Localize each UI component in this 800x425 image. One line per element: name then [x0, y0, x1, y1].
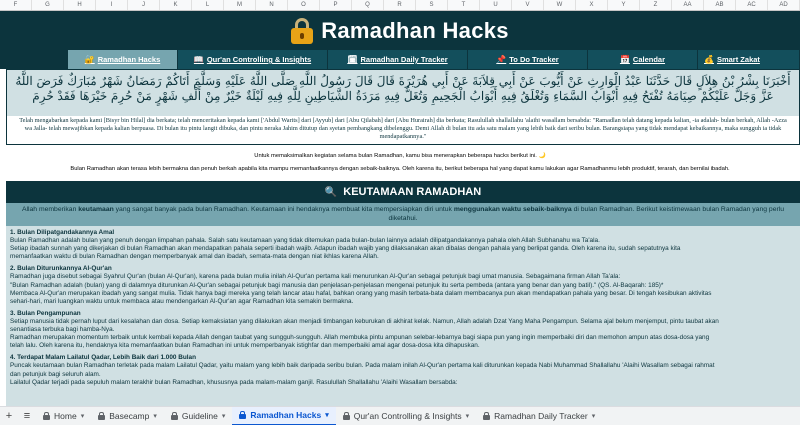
chevron-down-icon[interactable]: ▾: [221, 413, 226, 420]
lock-icon: [239, 411, 246, 419]
nav-link-smart-zakat[interactable]: [698, 50, 800, 69]
column-header[interactable]: S: [416, 0, 448, 10]
column-header[interactable]: F: [0, 0, 32, 10]
chevron-down-icon[interactable]: ▾: [80, 413, 85, 420]
column-header[interactable]: AD: [768, 0, 800, 10]
top-nav: [0, 50, 800, 69]
paragraph-line: Bulan Ramadhan adalah bulan yang penuh dengan limpahan pahala. Salah satu keutamaan yang tidak ditemukan pada bulan-bulan lainnya adalah dilipatgandakannya pahala oleh Allah Subhanahu wa Ta'ala.: [10, 237, 600, 245]
column-header[interactable]: I: [96, 0, 128, 10]
column-header[interactable]: U: [480, 0, 512, 10]
nav-link-label: Smart Zakat: [716, 55, 760, 64]
paragraph-line: telah lalu. Oleh karena itu, hendaknya kita memanfaatkan bulan Ramadhan ini untuk memperbanyak istighfar dan memperbaiki amal agar dosa-dosa kita dihapuskan.: [10, 342, 480, 350]
page-title: Ramadhan Hacks: [321, 17, 509, 43]
nav-spacer: [0, 50, 68, 69]
chevron-down-icon[interactable]: ▾: [591, 413, 596, 420]
sheet-tab-bar: [0, 406, 800, 425]
nav-link-todo-tracker[interactable]: [468, 50, 588, 69]
subsection-heading: 2. Bulan Diturunkannya Al-Qur'an: [10, 265, 112, 273]
sheet-tab-label: Ramadhan Daily Tracker: [494, 411, 588, 421]
column-header[interactable]: K: [160, 0, 192, 10]
paragraph-line: memanfaatkan waktu di bulan Ramadhan dengan memperbanyak amal dan ibadah, semata-mata dengan niat ikhlas karena Allah.: [10, 253, 379, 261]
paragraph-line: Puncak keutamaan bulan Ramadhan terletak pada malam Lailatul Qadar, yaitu malam yang lebih baik daripada seribu bulan. Pada malam inilah Al-Qur'an pertama kali diturunkan kepada Nabi Muhammad Shallallahu 'Alaihi Wasallam sebagai rahmat: [10, 362, 715, 370]
column-header[interactable]: AC: [736, 0, 768, 10]
lock-icon: [43, 412, 50, 420]
section-body: [6, 226, 800, 408]
paragraph-line: dan petunjuk bagi seluruh alam.: [10, 370, 101, 378]
column-header[interactable]: H: [64, 0, 96, 10]
column-header[interactable]: Z: [640, 0, 672, 10]
column-header[interactable]: AA: [672, 0, 704, 10]
sheet-tab-quran-controlling[interactable]: [336, 407, 476, 425]
all-sheets-button[interactable]: ≡: [23, 410, 31, 422]
sheet-tab-label: Qur'an Controlling & Insights: [353, 411, 462, 421]
paragraph-line: Lailatul Qadar terjadi pada sepuluh malam terakhir bulan Ramadhan, khususnya pada malam-malam ganjil. Rasulullah Shallallahu 'Alaihi Wasallam bersabda:: [10, 378, 458, 386]
lock-icon: [171, 412, 178, 420]
sheet-tab-guideline[interactable]: [164, 407, 232, 425]
sheet-tab-label: Home: [54, 411, 77, 421]
column-header[interactable]: P: [320, 0, 352, 10]
sheet-tab-home[interactable]: [36, 407, 91, 425]
nav-link-label: Ramadhan Hacks: [97, 55, 161, 64]
section-intro: [6, 203, 800, 226]
column-header[interactable]: Y: [608, 0, 640, 10]
paragraph-line: Membaca Al-Qur'an merupakan ibadah yang sangat mulia. Tidak hanya bagi mereka yang telah lancar atau hafal, bahkan orang yang masih terbata-bata dalam membacanya pun akan mendapatkan pahala yang besar. Di tengah kesibukan aktivitas: [10, 289, 712, 297]
nav-link-calendar[interactable]: [588, 50, 698, 69]
paragraph-line: Setiap ibadah sunnah yang dikerjakan di bulan Ramadhan akan mendapatkan pahala seperti ibadah wajib. Adapun ibadah wajib yang dilaksanakan akan dibalas dengan pahala yang berlipat ganda. Oleh karena itu, sudah sepatutnya kita: [10, 245, 681, 253]
nav-link-label: Ramadhan Daily Tracker: [360, 55, 448, 64]
nav-link-ramadhan-hacks[interactable]: [68, 50, 178, 69]
magnifier-icon: 🔍: [324, 186, 338, 198]
column-header[interactable]: O: [288, 0, 320, 10]
subsection-heading: 4. Terdapat Malam Lailatul Qadar, Lebih Baik dari 1.000 Bulan: [10, 354, 196, 362]
paragraph-line: "Bulan Ramadhan adalah (bulan) yang di dalamnya diturunkan Al-Qur'an sebagai petunjuk bagi manusia dan penjelasan-penjelasan mengenai petunjuk itu serta pembeda (antara yang benar dan yang batil)." (QS. Al-Baqarah: 185)*: [10, 281, 664, 289]
calendar-icon: 📅: [619, 55, 630, 64]
sheet-tab-daily-tracker[interactable]: [476, 407, 602, 425]
intro-emphasis: keutamaan: [78, 206, 114, 213]
column-header[interactable]: L: [192, 0, 224, 10]
lock-icon: [343, 412, 350, 420]
subsection-heading: 1. Bulan Dilipatgandakannya Amal: [10, 229, 115, 236]
hadith-arabic: أَخْبَرَنَا بِشْرُ بْنُ هِلاَلٍ قَالَ حَدَّثَنَا عَبْدُ الْوَارِثِ عَنْ أَيُّوبَ عَنْ أَبِي قِلاَبَةَ عَنْ أَبِي هُرَيْرَةَ قَالَ قَالَ رَسُولُ اللَّهِ صَلَّى اللَّهُ عَلَيْهِ وَسَلَّمَ أَتَاكُمْ رَمَضَانُ شَهْرٌ مُبَارَكٌ فَرَضَ اللَّهُ عَزَّ وَجَلَّ عَلَيْكُمْ صِيَامَهُ تُفْتَحُ فِيهِ أَبْوَابُ السَّمَاءِ وَتُغْلَقُ فِيهِ أَبْوَابُ الْجَحِيمِ وَتُغَلُّ فِيهِ مَرَدَةُ الشَّيَاطِينِ لِلَّهِ فِيهِ لَيْلَةٌ خَيْرٌ مِنْ أَلْفِ شَهْرٍ مَنْ حُرِمَ خَيْرَهَا فَقَدْ حُرِمَ: [15, 74, 791, 103]
sheet-tab-label: Guideline: [181, 411, 218, 421]
intro-note: Untuk memaksimalkan kegiatan selama bulan Ramadhan, kamu bisa menerapkan beberapa hacks berikut ini. 🌙: [254, 153, 546, 159]
lock-key-icon: 🔐: [84, 55, 95, 64]
intro-text: di bulan Ramadhan. Berikut keistimewaan bulan Ramadan yang perlu diketahui.: [388, 206, 785, 222]
column-header-strip: [0, 0, 800, 11]
column-header[interactable]: X: [576, 0, 608, 10]
column-header[interactable]: J: [128, 0, 160, 10]
column-header[interactable]: V: [512, 0, 544, 10]
book-icon: 📖: [193, 55, 204, 64]
sheet-tab-basecamp[interactable]: [91, 407, 164, 425]
hadith-translation: Telah mengabarkan kepada kami [Bisyr bin Hilal] dia berkata; telah menceritakan kepada kami ['Abdul Warits] dari [Ayyub] dari [Abu Qilabah] dari [Abu Hurairah] dia berkata; Rasulullah shallallahu 'alaihi wasallam bersabda: "Ramadlan telah datang kepada kalian, -ia adalah- bulan berkah, Allah -Azza wa Jalla- telah mewajibkan kepada kalian berpuasa. Di bulan itu pintu langit dibuka, dan pintu neraka Jahim ditutup dan syetan pembangkang dibelenggu. Demi Allah di bulan itu ada satu malam yang lebih baik dari seribu bulan. Barangsiapa yang tidak mendapat kebaikannya, maka sungguh ia tidak mendapatkannya.": [7, 116, 799, 144]
sheet-tab-ramadhan-hacks[interactable]: [232, 407, 335, 425]
column-header[interactable]: G: [32, 0, 64, 10]
pushpin-icon: 📌: [496, 55, 507, 64]
paragraph-line: Ramadhan juga disebut sebagai Syahrul Qur'an (bulan Al-Qur'an), karena pada bulan mulia inilah Al-Qur'an pertama kali menurunkan Al-Qur'an sebagai petunjuk bagi umat manusia. Sebagaimana firman Allah Ta'ala:: [10, 273, 621, 281]
column-header[interactable]: AB: [704, 0, 736, 10]
padlock-icon: [291, 18, 313, 44]
nav-link-daily-tracker[interactable]: [328, 50, 468, 69]
lock-icon: [98, 412, 105, 420]
intro-emphasis: menggunakan waktu sebaik-baiknya: [453, 206, 572, 213]
paragraph-line: sehari-hari, mari luangkan waktu untuk membaca atau mendengarkan Al-Qur'an agar Ramadhan kita semakin bermakna.: [10, 297, 354, 305]
money-bag-icon: 💰: [704, 55, 714, 64]
intro-note-secondary: Bulan Ramadhan akan terasa lebih bermakna dan penuh berkah apabila kita mampu memanfaatkannya dengan sebaik-baiknya. Oleh karena itu, berikut beberapa hal yang dapat kamu lakukan agar Ramadhanmu lebih produktif, terarah, dan bernilai ibadah.: [70, 166, 730, 172]
paragraph-line: Setiap manusia tidak pernah luput dari kesalahan dan dosa. Setiap kemaksiatan yang dilakukan akan menjadi timbangan keburukan di akhirat kelak. Namun, Allah adalah Dzat Yang Maha Pengampun. Selama ajal belum menjemput, pintu taubat akan: [10, 317, 719, 325]
section-title: KEUTAMAAN RAMADHAN: [343, 186, 482, 198]
add-sheet-button[interactable]: +: [5, 410, 13, 422]
lock-icon: [483, 412, 490, 420]
intro-text: Allah memberikan: [21, 206, 79, 213]
column-header[interactable]: R: [384, 0, 416, 10]
sheet-tab-label: Ramadhan Hacks: [250, 410, 322, 420]
hadith-box: [6, 69, 800, 145]
column-header[interactable]: Q: [352, 0, 384, 10]
chevron-down-icon[interactable]: ▾: [153, 413, 157, 420]
calendar-spiral-icon: 🗓: [347, 55, 358, 64]
nav-link-label: To Do Tracker: [509, 55, 559, 64]
sheet-tab-label: Basecamp: [109, 411, 150, 421]
title-banner: [0, 11, 800, 50]
section-header-keutamaan: [6, 181, 800, 203]
column-header[interactable]: N: [256, 0, 288, 10]
paragraph-line: senantiasa terbuka bagi hamba-Nya.: [10, 326, 115, 334]
nav-link-quran-controlling[interactable]: [178, 50, 328, 69]
chevron-down-icon[interactable]: ▾: [325, 412, 329, 419]
nav-link-label: Qur'an Controlling & Insights: [206, 55, 312, 64]
subsection-heading: 3. Bulan Pengampunan: [10, 309, 81, 317]
column-header[interactable]: W: [544, 0, 576, 10]
nav-link-label: Calendar: [632, 55, 666, 64]
chevron-down-icon[interactable]: ▾: [465, 413, 470, 420]
column-header[interactable]: T: [448, 0, 480, 10]
intro-text: yang sangat banyak pada bulan Ramadhan. Keutamaan ini hendaknya membuat kita mempersiapkan diri untuk: [113, 206, 454, 213]
column-header[interactable]: M: [224, 0, 256, 10]
paragraph-line: Ramadhan merupakan momentum terbaik untuk kembali kepada Allah dengan taubat yang sungguh-sungguh. Allah membuka pintu ampunan selebar-lebarnya bagi siapa pun yang ingin memperbaiki diri dan memohon ampun atas dosa-dosa yang: [10, 334, 710, 342]
